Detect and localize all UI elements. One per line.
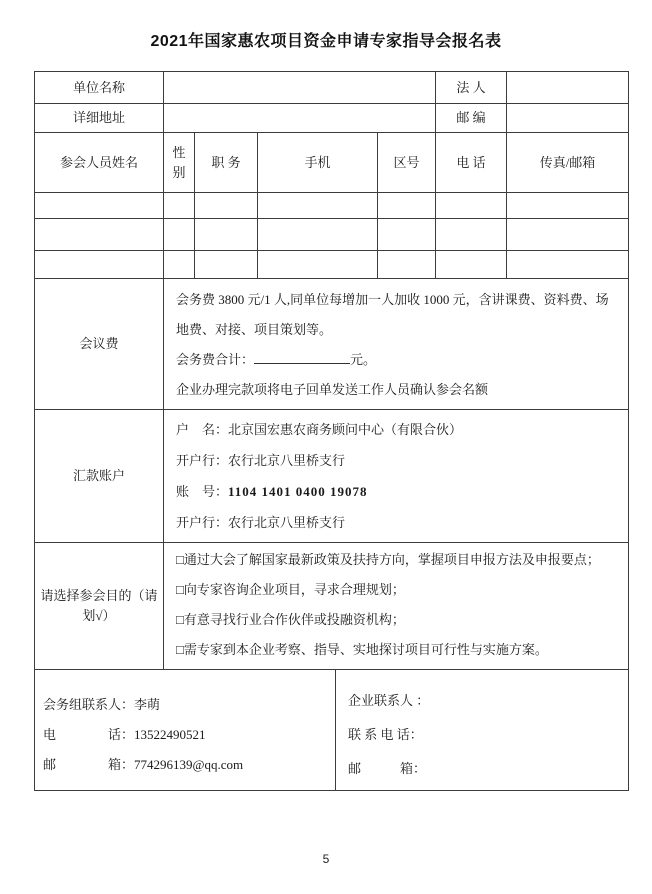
address-row [35,104,629,133]
participant-cell [507,219,629,251]
bank-value: 农行北京八里桥支行 [228,453,346,468]
participants-header-row [35,133,629,193]
organizer-name-label: 会务组联系人： [43,697,135,712]
participant-cell [258,251,378,279]
form-title: 2021年国家惠农项目资金申请专家指导会报名表 [150,33,502,50]
fee-content-cell [164,279,629,410]
participant-cell [507,251,629,279]
account-name-line [176,414,618,445]
account-no-line [176,476,618,507]
remittance-row [35,410,629,543]
postcode-label: 邮 编 [436,104,507,133]
bank2-line [176,507,618,538]
contacts-row [35,670,629,791]
participant-cell [195,219,258,251]
participant-cell [507,193,629,219]
account-no-value: 1104 1401 0400 19078 [228,484,368,499]
organizer-email-label: 邮 箱： [43,757,135,772]
organizer-phone-label: 电 话： [43,727,135,742]
fee-total-blank [254,350,350,364]
organizer-email-value: 774296139@qq.com [134,757,244,772]
participant-cell [164,251,195,279]
gender-header-top: 性 [172,144,186,160]
fax-email-header: 传真/邮箱 [507,133,629,193]
legal-person-value-cell [507,72,629,104]
bank-line [176,445,618,476]
participant-cell [436,193,507,219]
position-header: 职 务 [195,133,258,193]
enterprise-name-line: 企业联系人 ： [348,693,430,708]
enterprise-phone-line: 联 系 电 话： [348,727,423,742]
fee-total-label: 会务费合计： [176,352,255,367]
fee-desc: 会务费 3800 元/1 人,同单位每增加一人加收 1000 元，含讲课费、资料费、场地费、对接、项目策划等。 [176,292,609,337]
enterprise-email-line: 邮 箱： [348,761,427,776]
organizer-email-line [43,750,327,780]
participant-cell [258,219,378,251]
remittance-label: 汇款账户 [35,410,164,543]
participant-cell [436,219,507,251]
account-name-value: 北京国宏惠农商务顾问中心（有限合伙） [228,422,463,437]
participant-row [35,219,629,251]
bank-label: 开户行： [176,453,229,468]
fee-note: 企业办理完款项将电子回单发送工作人员确认参会名额 [176,382,489,397]
participant-cell [35,193,164,219]
participant-cell [35,219,164,251]
gender-header [164,133,195,193]
fee-row [35,279,629,410]
fee-total-line [176,345,618,375]
address-value-cell [164,104,436,133]
purpose-row [35,543,629,670]
account-no-label: 账 号： [176,484,229,499]
participant-cell [378,193,436,219]
participant-cell [164,193,195,219]
unit-name-row [35,72,629,104]
bank2-label: 开户行： [176,515,229,530]
purpose-content-cell [164,543,629,670]
bank2-value: 农行北京八里桥支行 [228,515,346,530]
fee-label: 会议费 [35,279,164,410]
fee-total-suffix: 元。 [350,352,377,367]
participant-name-header: 参会人员姓名 [35,133,164,193]
organizer-contact-block [35,670,336,790]
participant-row [35,251,629,279]
unit-name-label: 单位名称 [35,72,164,104]
organizer-phone-value: 13522490521 [134,727,206,742]
page-number: 5 [322,852,330,866]
registration-form-table [34,71,629,791]
contacts-cell [35,670,629,791]
enterprise-contact-block [336,670,628,790]
gender-header-bottom: 别 [172,164,186,180]
participant-cell [258,193,378,219]
participant-cell [436,251,507,279]
purpose-option: □通过大会了解国家最新政策及扶持方向，掌握项目申报方法及申报要点； [176,552,600,567]
organizer-name-line [43,690,327,720]
mobile-header: 手机 [258,133,378,193]
purpose-option: □有意寻找行业合作伙伴或投融资机构； [176,612,405,627]
organizer-phone-line [43,720,327,750]
postcode-value-cell [507,104,629,133]
participant-cell [378,219,436,251]
purpose-label: 请选择参会目的（请划√） [35,543,164,670]
unit-name-value-cell [164,72,436,104]
account-name-label: 户 名： [176,422,229,437]
purpose-option: □向专家咨询企业项目，寻求合理规划； [176,582,405,597]
participant-row [35,193,629,219]
area-code-header: 区号 [378,133,436,193]
purpose-option: □需专家到本企业考察、指导、实地探讨项目可行性与实施方案。 [176,642,548,657]
legal-person-label: 法 人 [436,72,507,104]
phone-header: 电 话 [436,133,507,193]
participant-cell [378,251,436,279]
participant-cell [195,251,258,279]
participant-cell [35,251,164,279]
participant-cell [195,193,258,219]
remittance-content-cell [164,410,629,543]
organizer-name-value: 李萌 [134,697,161,712]
participant-cell [164,219,195,251]
address-label: 详细地址 [35,104,164,133]
